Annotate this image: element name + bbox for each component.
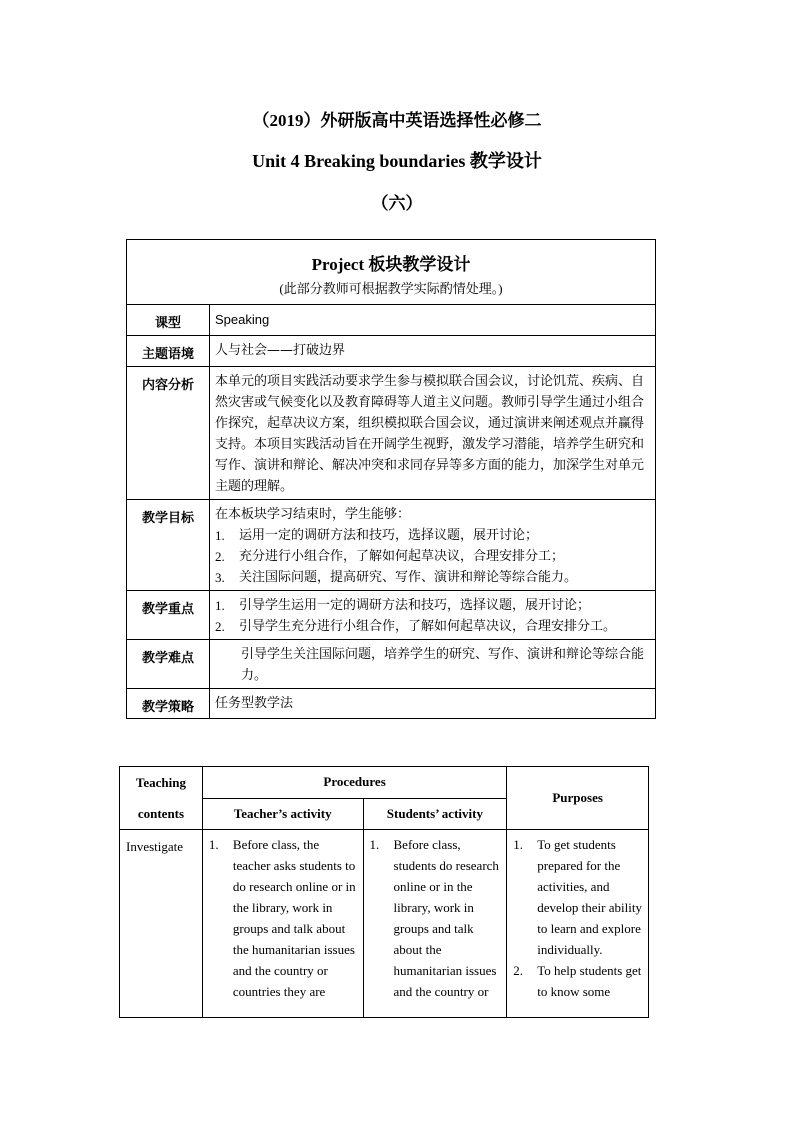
- label-difficulty: 教学难点: [127, 640, 210, 689]
- students-activity-list: [370, 834, 501, 1002]
- row-strategy: [127, 689, 656, 719]
- value-theme: 人与社会——打破边界: [210, 336, 656, 367]
- design-table-subtitle: (此部分教师可根据教学实际酌情处理。): [279, 281, 503, 296]
- design-table: [126, 239, 656, 719]
- table-row: [120, 830, 649, 1018]
- row-key-points: [127, 591, 656, 640]
- row-content-analysis: [127, 367, 656, 500]
- purposes-list: [513, 834, 642, 1002]
- row-theme: [127, 336, 656, 367]
- label-strategy: 教学策略: [127, 689, 210, 719]
- header-students-activity: Students’ activity: [363, 798, 507, 830]
- label-theme: 主题语境: [127, 336, 210, 367]
- header-teacher-activity: Teacher’s activity: [202, 798, 363, 830]
- header-teaching-contents: Teaching contents: [120, 767, 203, 830]
- list-item: 1. Before class, students do research online or in the library, work in groups and talk about the humanitarian issues and the country or: [369, 837, 499, 999]
- list-item: 1. 运用一定的调研方法和技巧，选择议题，展开讨论；: [215, 528, 539, 543]
- doc-title-line3: （六）: [371, 194, 423, 213]
- list-item: 2. 引导学生充分进行小组合作，了解如何起草决议，合理安排分工。: [215, 619, 617, 634]
- label-key-points: 教学重点: [127, 591, 210, 640]
- doc-title-line2: Unit 4 Breaking boundaries 教学设计: [252, 151, 542, 171]
- label-lesson-type: 课型: [127, 305, 210, 336]
- goals-list: [215, 525, 651, 588]
- procedure-header-row-1: [120, 767, 649, 799]
- list-item: 3. 关注国际问题，提高研究、写作、演讲和辩论等综合能力。: [215, 570, 578, 585]
- header-procedures: Procedures: [202, 767, 506, 799]
- row-difficulty: [127, 640, 656, 689]
- list-item: 1. Before class, the teacher asks students to do research online or in the library, work in groups and talk about the humanitarian issues and the country or countries they are: [208, 837, 356, 999]
- value-strategy: 任务型教学法: [210, 689, 656, 719]
- list-item: 1. To get students prepared for the activities, and develop their ability to learn and explore individually.: [513, 837, 642, 957]
- value-difficulty: 引导学生关注国际问题，培养学生的研究、写作、演讲和辩论等综合能力。: [241, 647, 645, 683]
- label-goals: 教学目标: [127, 500, 210, 591]
- list-item: 2. 充分进行小组合作，了解如何起草决议，合理安排分工；: [215, 549, 565, 564]
- teacher-activity-list: [209, 834, 357, 1002]
- goals-intro: 在本板块学习结束时，学生能够：: [215, 507, 411, 522]
- row-lesson-type: [127, 305, 656, 336]
- list-item: 1. 引导学生运用一定的调研方法和技巧，选择议题，展开讨论；: [215, 598, 591, 613]
- row-goals: [127, 500, 656, 591]
- design-table-title: Project 板块教学设计: [311, 255, 471, 274]
- key-points-list: [215, 595, 651, 637]
- value-lesson-type: Speaking: [210, 305, 656, 336]
- header-purposes: Purposes: [507, 767, 649, 830]
- cell-contents: Investigate: [120, 830, 203, 1018]
- value-content-analysis: 本单元的项目实践活动要求学生参与模拟联合国会议，讨论饥荒、疾病、自然灾害或气候变化以及教育障碍等人道主义问题。教师引导学生通过小组合作探究，起草决议方案，组织模拟联合国会议，通过演讲来阐述观点并赢得支持。本项目实践活动旨在开阔学生视野，激发学习潜能，培养学生研究和写作、演讲和辩论、解决冲突和求同存异等多方面的能力，加深学生对单元主题的理解。: [210, 367, 656, 500]
- doc-title-line1: （2019）外研版高中英语选择性必修二: [252, 111, 542, 130]
- list-item: 2. To help students get to know some: [513, 963, 642, 999]
- label-content-analysis: 内容分析: [127, 367, 210, 500]
- design-table-header: [127, 240, 656, 305]
- procedure-table: [119, 766, 649, 1018]
